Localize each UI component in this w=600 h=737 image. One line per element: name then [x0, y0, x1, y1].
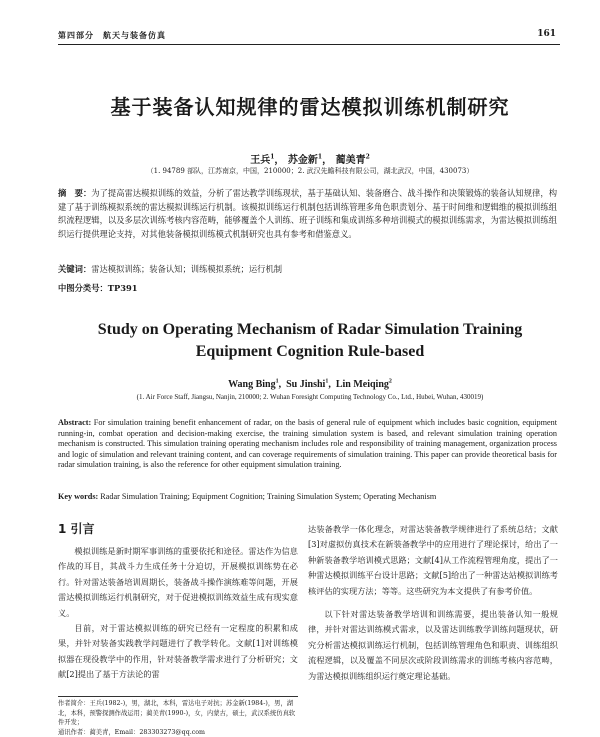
body-column-right: [308, 522, 558, 684]
author-name: 苏金新: [288, 155, 318, 166]
body-paragraph: 达装备教学一体化理念，对雷达装备教学规律进行了系统总结；文献[3]对虚拟仿真技术在新装备教学中的应用进行了理论探讨，给出了一种新装备教学培训模式思路；文献[4]从工作流程管理角度，提出了一种雷达模拟训练平台设计思路；文献[5]给出了一种雷达站模拟训练考核评估的实现方法；等等。这些研究为本文提供了有参考价值。: [308, 522, 558, 599]
english-title-line: Equipment Cognition Rule-based: [40, 341, 580, 363]
author-affil-mark: 2: [366, 154, 370, 161]
keywords-label: Key words:: [58, 492, 98, 501]
author-name: 蔺美青: [336, 155, 366, 166]
running-header-section: 第四部分 航天与装备仿真: [58, 30, 166, 41]
english-affiliation: (1. Air Force Staff, Jiangsu, Nanjin, 210000; 2. Wuhan Foresight Computing Technology Co., Ltd., Hubei, Wuhan, 430019): [60, 393, 560, 401]
author-affil-mark: 2: [389, 379, 392, 385]
english-title: [40, 319, 580, 363]
body-paragraph: 目前，对于雷达模拟训练的研究已经有一定程度的积累和成果，并针对装备实践教学问题进行了教学转化。文献[1]对训练模拟器在现役教学中的作用，针对装备教学需求进行了分析研究；文献[2]提出了基于方法论的雷: [58, 621, 298, 683]
class-label: 中图分类号：: [58, 283, 108, 293]
author-affil-mark: 1: [276, 379, 279, 385]
abstract-text: 为了提高雷达模拟训练的效益，分析了雷达教学训练现状，基于基础认知、装备磨合、战斗操作和决策锻炼的装备认知规律，构建了基于训练模拟系统的雷达模拟训练运行机制。该模拟训练运行机制包括训练管理多角色职责划分、基于时间维和逻辑维的模拟训练组织流程逻辑，以及多层次训练考核内容范畴，能够覆盖个人训练、班子训练和集成训练多种培训模式的模拟训练需求，为雷达模拟训练组织运行提供理论支持，对其他装备模拟训练模式机制研究也具有参考和借鉴意义。: [58, 188, 557, 239]
chinese-keywords: [58, 263, 557, 275]
footnote-contact: 通讯作者：蔺美青，Email：283303273@qq.com: [58, 728, 298, 737]
english-abstract: [58, 418, 557, 471]
author-affil-mark: 1: [270, 154, 274, 161]
classification-number: [58, 282, 557, 294]
chinese-affiliation: （1. 94789 部队，江苏南京，中国，210000；2. 武汉先瞻科技有限公司，湖北武汉，中国，430073）: [60, 166, 560, 176]
abstract-text: For simulation training benefit enhancement of radar, on the basis of general rule of equipment which includes basic cognition, equipment running-in, combat operation and decision-making exercise, the training simulation system is based, and relevant simulation training operation mechanism is constructed. This simulation training operating mechanism includes role and responsibility of training management, organization process and logic of simulation and relevant training content, and can coverage requirements of simulation training. This paper can provide theoretical basis for radar simulation training, is also the reference for other equipment simulation training.: [58, 418, 557, 469]
body-column-left: [58, 520, 298, 683]
abstract-label: 摘 要：: [58, 188, 91, 198]
keywords-label: 关键词：: [58, 264, 91, 274]
english-title-line: Study on Operating Mechanism of Radar Simulation Training: [40, 319, 580, 341]
class-text: TP391: [108, 283, 138, 293]
author-footnote: [58, 696, 298, 737]
author-name: Lin Meiqing: [336, 379, 389, 390]
chinese-authors: 王兵$^1$， 苏金新$^1$， 蔺美青$^2$: [60, 151, 560, 166]
author-affil-mark: 1: [318, 154, 322, 161]
author-affil-mark: 1: [325, 379, 328, 385]
english-keywords: [58, 492, 557, 501]
english-authors: Wang Bing$^1$, Su Jinshi$^1$, Lin Meiqing$^2$: [60, 379, 560, 390]
abstract-label: Abstract:: [58, 418, 91, 427]
author-name: 王兵: [250, 155, 270, 166]
keywords-text: 雷达模拟训练；装备认知；训练模拟系统；运行机制: [91, 264, 282, 274]
body-paragraph: 以下针对雷达装备教学培训和训练需要，提出装备认知一般规律，并针对雷达训练模式需求，以及雷达训练教学训练问题现状，研究分析雷达模拟训练运行机制，包括训练管理角色和职责、训练组织流程逻辑，以及覆盖不同层次或阶段训练需求的训练考核内容范畴，为雷达模拟训练组织运行奠定理论基础。: [308, 607, 558, 684]
chinese-title: 基于装备认知规律的雷达模拟训练机制研究: [40, 91, 580, 120]
body-paragraph: 模拟训练是新时期军事训练的重要依托和途径。雷达作为信息作战的耳目，其战斗力生成任务十分迫切，开展模拟训练势在必行。针对雷达装备培训周期长，装备战斗操作演练难等问题，开展雷达模拟训练运行机制研究，对于促进模拟训练效益生成有现实意义。: [58, 544, 298, 621]
author-name: Su Jinshi: [286, 379, 325, 390]
keywords-text: Radar Simulation Training; Equipment Cognition; Training Simulation System; Operating Mechanism: [100, 492, 436, 501]
footnote-bio: 作者简介：王兵(1982-)，男，湖北，本科，雷达电子对抗；苏金新(1984-)，男，湖北，本科，预警探测作战运用；蔺美青(1990-)，女，内蒙古，硕士，武汉系统仿真软件开发；: [58, 699, 298, 728]
page-number: 161: [537, 29, 556, 39]
running-header: [58, 30, 560, 45]
chinese-abstract: [58, 187, 557, 241]
section-heading: 1 引言: [58, 520, 298, 538]
author-name: Wang Bing: [228, 379, 276, 390]
